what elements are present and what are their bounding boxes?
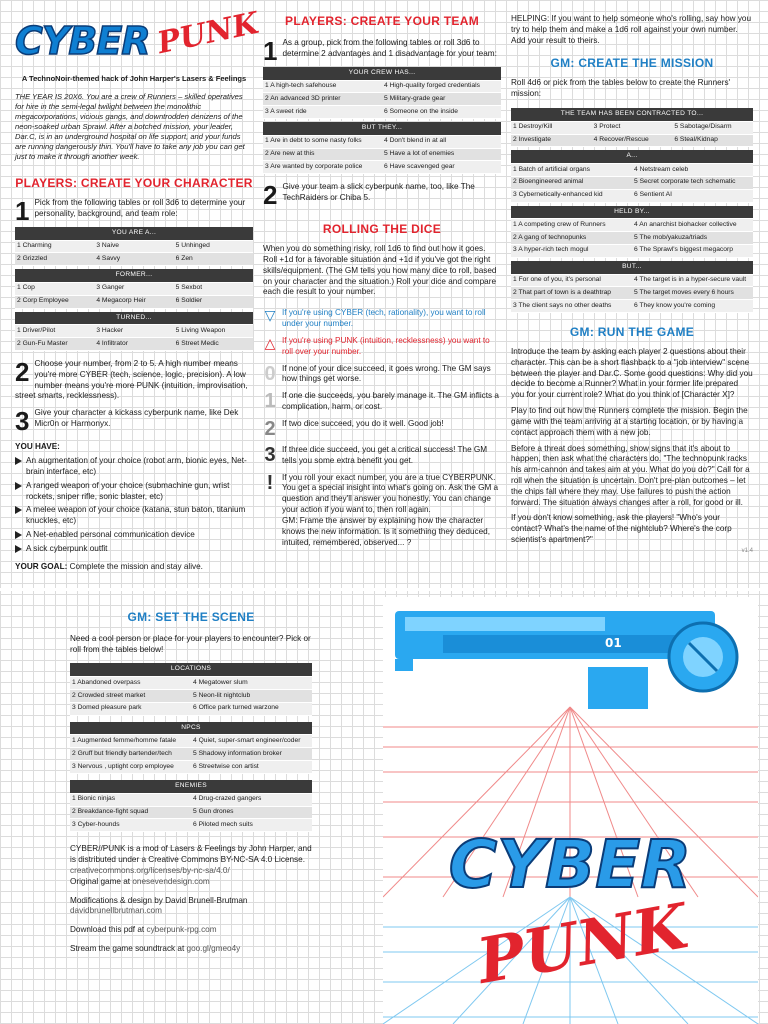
credit-license: CYBER//PUNK is a mod of Lasers & Feelings by John Harper, and is distributed under a Creative Commons BY-NC-SA 4.0 License. creativecommons.org/licenses/by-nc-sa/4.0/ Original game at onesevendesign.com [70, 844, 312, 886]
gun-label: 01 [605, 636, 622, 650]
held-by-table: HELD BY... 1 A competing crew of Runners 4 An anarchist biohacker collective 2 A gang of technopunks 5 The mob/yakuza/triads 3 A hyper-rich tech mogul 6 The Sprawl's biggest megacorp [511, 206, 753, 258]
logo-cyber: CYBER [15, 19, 150, 63]
have-item: A melee weapon of your choice (katana, stun baton, titanium knuckles, etc) [15, 505, 253, 527]
subtitle: A TechnoNoir-themed hack of John Harper's Lasers & Feelings [21, 74, 247, 83]
run-game-p4: If you don't know something, ask the players! "Who's your contact? What's the name of the nightclub? Where's the corp scientist's apartment?" [511, 513, 732, 545]
punk-rule: △ If you're using PUNK (intuition, recklessness) you want to roll over your number. [264, 334, 490, 356]
character-step3: Give your character a kickass cyberpunk name, like Dek Micr0n or Harmonyx. [34, 408, 239, 429]
result-3: 3 If three dice succeed, you get a critical success! The GM tells you some extra benefit you get. [264, 443, 488, 466]
but-they-table: BUT THEY... 1 Are in debt to some nasty folks 4 Don't blend in at all 2 Are new at this 5 Have a lot of enemies 3 Are wanted by corporate police 6 Have scavenged gear [263, 122, 501, 174]
original-game-link[interactable]: onesevendesign.com [132, 876, 210, 886]
result-1: 1 If one die succeeds, you barely manage it. The GM inflicts a complication, harm, or cost. [264, 390, 499, 413]
step-3-number: 3 [15, 406, 30, 437]
create-character-title: PLAYERS: CREATE YOUR CHARACTER [15, 176, 253, 190]
cover-art [383, 597, 758, 1024]
license-link[interactable]: creativecommons.org/licenses/by-nc-sa/4.0/ [70, 865, 230, 875]
triangle-down-icon: ▽ [264, 307, 276, 324]
locations-table: LOCATIONS 1 Abandoned overpass 4 Megatower slum 2 Crowded street market 5 Neon-lit nightclub 3 Domed pleasure park 6 Office park turned warzone [70, 663, 312, 715]
credit-soundtrack: Stream the game soundtrack at goo.gl/gmeo4y [70, 943, 241, 953]
step-2-number: 2 [15, 357, 30, 387]
run-game-p1: Introduce the team by asking each player 2 questions about their character. This can be a short flashback to a "job interview" scene between the player and Dar.C. Some good questions: Why did you decide to become a Runner? What in your former life prepared you for your current role? What do you think of [Character X]? [511, 346, 753, 400]
you-are-table: YOU ARE A... 1 Charming 3 Naive 5 Unhinged 2 Grizzled 4 Savvy 6 Zen [15, 227, 253, 266]
team-step2: Give your team a slick cyberpunk name, too, like The TechRaiders or Chiba 5. [282, 182, 475, 203]
run-game-title: GM: RUN THE GAME [569, 325, 695, 340]
column-team [263, 14, 501, 554]
rolling-intro: When you do something risky, roll 1d6 to find out how it goes. Roll +1d for a favorable situation and +1d if you've got the right skills/equipment. (The GM tells you how many dice to roll, based on your character and the situation.) Roll your dice and compare each die result to your number. [263, 244, 497, 297]
result-2: 2 If two dice succeed, you do it well. Good job! [264, 417, 444, 440]
create-team-title: PLAYERS: CREATE YOUR TEAM [285, 14, 479, 28]
credit-download: Download this pdf at cyberpunk-rpg.com [70, 925, 217, 935]
scene-title: GM: SET THE SCENE [127, 610, 255, 624]
soundtrack-link[interactable]: goo.gl/gmeo4y [186, 943, 241, 953]
cyber-rule: ▽ If you're using CYBER (tech, rationality), you want to roll under your number. [264, 307, 486, 329]
fold-line [0, 588, 768, 591]
character-step1: Pick from the following tables or roll 3d6 to determine your personality, background, and team role: [34, 197, 246, 218]
result-0: 0 If none of your dice succeed, it goes wrong. The GM says how things get worse. [264, 362, 491, 385]
logo-punk: PUNK [154, 5, 262, 62]
gun-icon [395, 611, 737, 709]
contracted-table: THE TEAM HAS BEEN CONTRACTED TO... 1 Destroy/Kill 3 Protect 5 Sabotage/Disarm 2 Investigate 4 Recover/Rescue 6 Steal/Kidnap [511, 108, 753, 147]
run-game-p3: Before a threat does something, show signs that it's about to happen, then ask what the characters do. "The technopunk racks his arm-cannon and takes aim at you. What do you do?" Call for a roll when the situation is uncertain. Don't pre-plan outcomes – let the chips fall where they may. Use failures to push the action forward. The situation always changes after a roll, for good or ill. [511, 443, 750, 507]
you-have-heading: YOU HAVE: [15, 442, 60, 452]
cover-cyber: CYBER [448, 826, 692, 903]
character-step2: Choose your number, from 2 to 5. A high number means you're more CYBER (tech, science, logic, precision). A low number means you're more PUNK (intuition, improvisation, street smarts, recklessness). [15, 359, 248, 401]
column-gm [511, 14, 753, 556]
triangle-up-icon: △ [264, 334, 276, 351]
scene-intro: Need a cool person or place for your players to encounter? Pick or roll from the tables below! [70, 633, 311, 654]
helping-text: HELPING: If you want to help someone who's rolling, say how you try to help them and make a 1d6 roll against your own number. Add your result to theirs. [511, 14, 752, 45]
mission-but-table: BUT... 1 For one of you, it's personal 4 The target is in a hyper-secure vault 2 That part of town is a deathtrap 5 The target moves every 6 hours 3 The client says no other deaths 6 They know you're coming [511, 261, 753, 313]
team-step1: As a group, pick from the following tables or roll 3d6 to determine 2 advantages and 1 disadvantage for your team: [282, 37, 497, 58]
team-step-2-number: 2 [263, 180, 278, 211]
team-step-1-number: 1 [263, 35, 278, 66]
designer-link[interactable]: davidbrunellbrutman.com [70, 906, 162, 916]
cover-illustration [383, 597, 758, 1024]
step-1-number: 1 [15, 195, 30, 226]
have-item: A Net-enabled personal communication device [15, 530, 253, 541]
npcs-table: NPCS 1 Augmented femme/homme fatale 4 Quiet, super-smart engineer/coder 2 Gruff but friendly bartender/tech 5 Shadowy information broker 3 Nervous , uptight corp employee 6 Streetwise con artist [70, 722, 312, 774]
rolling-title: ROLLING THE DICE [322, 222, 442, 237]
cover-punk: PUNK [472, 889, 693, 998]
mission-title: GM: CREATE THE MISSION [550, 56, 714, 71]
enemies-table: ENEMIES 1 Bionic ninjas 4 Drug-crazed gangers 2 Breakdance-fight squad 5 Gun drones 3 Cyber-hounds 6 Piloted mech suits [70, 780, 312, 832]
crew-has-table: YOUR CREW HAS... 1 A high-tech safehouse 4 High-quality forged credentials 2 An advanced 3D printer 5 Military-grade gear 3 A sweet ride 6 Someone on the inside [263, 67, 501, 119]
intro-story: THE YEAR IS 20X6. You are a crew of Runners – skilled operatives for hire in the semi-legal twilight between the monolithic megacorporations, vicious gangs, and downtrodden denizens of the neon-soaked urban Sprawl. After a botched mission, your leader, Dar.C, is in an underground hospital on life support, and your funds are running dangerously thin. You'll have to take any job you can get just to make it through another week. [15, 91, 245, 161]
version: v1.4 [741, 547, 753, 554]
logo [15, 5, 262, 70]
column-character [15, 5, 262, 573]
credit-design: Modifications & design by David Brunell-Brutman davidbrunellbrutman.com [70, 895, 248, 916]
mission-intro: Roll 4d6 or pick from the tables below to create the Runners' mission: [511, 78, 731, 99]
former-table: FORMER... 1 Cop 3 Ganger 5 Sexbot 2 Corp Employee 4 Megacorp Heir 6 Soldier [15, 269, 253, 308]
have-item: An augmentation of your choice (robot arm, bionic eyes, Net-brain interface, etc) [15, 456, 253, 478]
column-scene [70, 610, 312, 955]
have-item: A ranged weapon of your choice (submachine gun, wrist rockets, sniper rifle, sonic blaster, etc) [15, 481, 253, 503]
a-table: A... 1 Batch of artificial organs 4 Netstream celeb 2 Bioengineered animal 5 Secret corporate tech schematic 3 Cybernetically-enhanced kid 6 Sentient AI [511, 150, 753, 202]
have-item: A sick cyberpunk outfit [15, 544, 253, 555]
result-exact: ! If you roll your exact number, you are a true CYBERPUNK. You get a special insight into what's going on. Ask the GM a question and they'll answer you honestly. You can change your action if you want to, then roll again. GM: Frame the answer by explaining how the character knows the new information. Is it something they deduced, intuited, remembered, observed... ? [266, 471, 499, 547]
your-goal: YOUR GOAL: Complete the mission and stay alive. [15, 561, 203, 571]
run-game-p2: Play to find out how the Runners complete the mission. Begin the game with the team arriving at a starting location, or by having a contact approach them with a new job. [511, 406, 748, 437]
download-link[interactable]: cyberpunk-rpg.com [146, 925, 217, 935]
turned-table: TURNED... 1 Driver/Pilot 3 Hacker 5 Living Weapon 2 Gun-Fu Master 4 Infiltrator 6 Street Medic [15, 312, 253, 351]
